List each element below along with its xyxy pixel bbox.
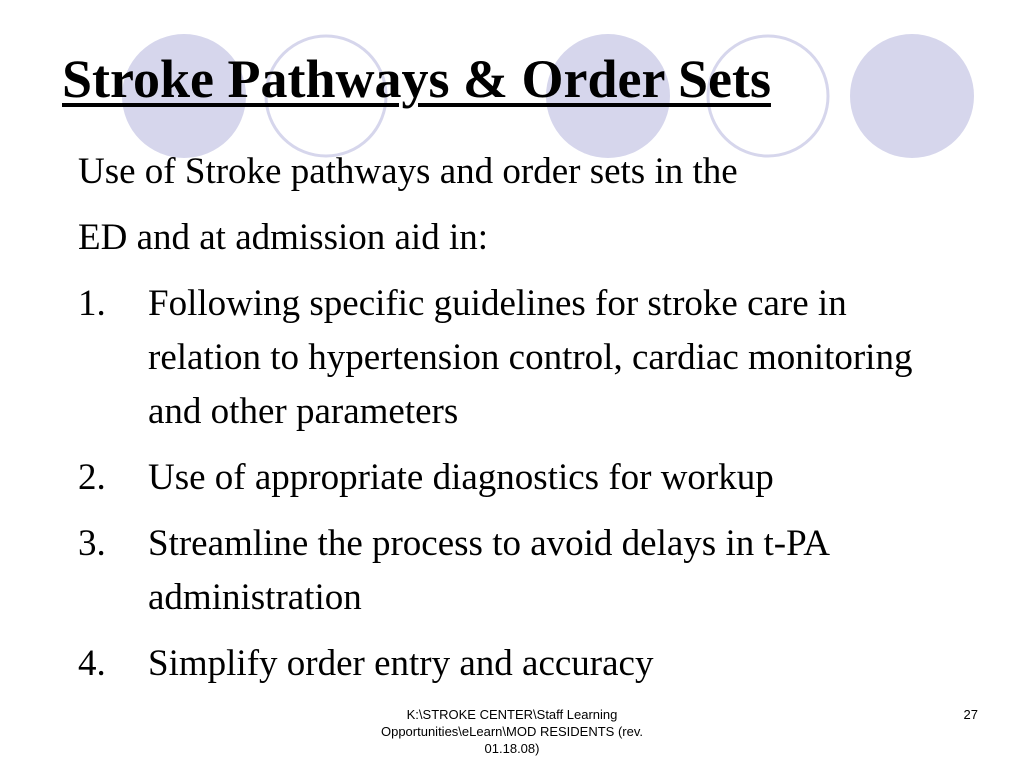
decor-circle-filled-3 <box>850 34 974 158</box>
list-item <box>78 451 958 505</box>
intro-line-2: ED and at admission aid in: <box>78 217 489 258</box>
list-item-number: 3. <box>78 523 106 564</box>
list-item-number: 4. <box>78 643 106 684</box>
list-item-text: Streamline the process to avoid delays in t-PA administration <box>148 523 828 618</box>
slide-body <box>78 145 958 703</box>
list-item <box>78 277 958 439</box>
numbered-list <box>78 277 958 691</box>
list-item-text: Simplify order entry and accuracy <box>148 643 654 684</box>
intro-line-1: Use of Stroke pathways and order sets in the <box>78 151 738 192</box>
footer-path: K:\STROKE CENTER\Staff Learning Opportunities\eLearn\MOD RESIDENTS (rev. 01.18.08) <box>380 707 643 756</box>
list-item <box>78 517 958 625</box>
page-number: 27 <box>963 707 978 722</box>
list-item-text: Use of appropriate diagnostics for workup <box>148 457 774 498</box>
list-item <box>78 637 958 691</box>
slide-title: Stroke Pathways & Order Sets <box>62 49 771 109</box>
list-item-number: 2. <box>78 457 106 498</box>
list-item-text: Following specific guidelines for stroke care in relation to hypertension control, cardiac monitoring and other parameters <box>148 283 913 432</box>
list-item-number: 1. <box>78 283 106 324</box>
